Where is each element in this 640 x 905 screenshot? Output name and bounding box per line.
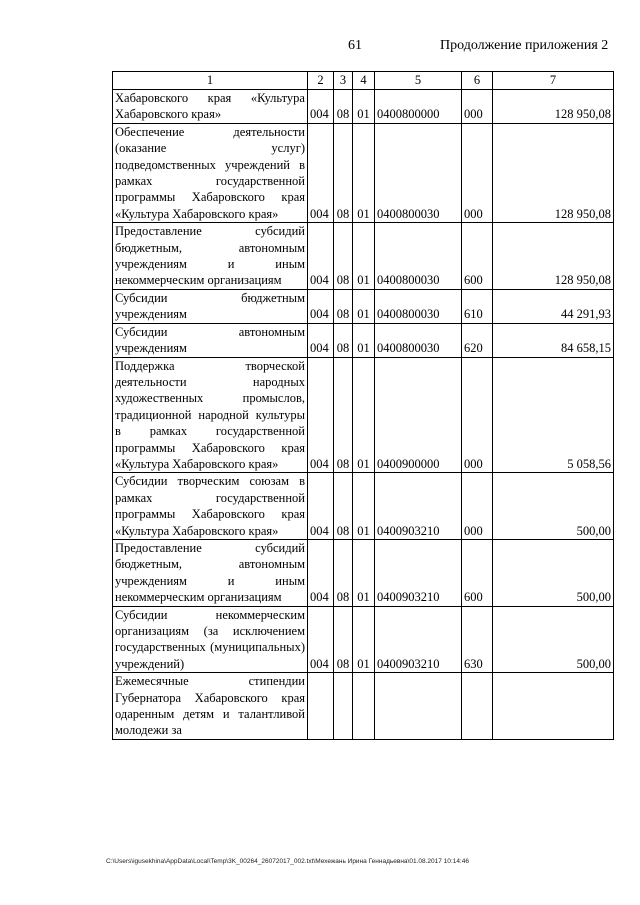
- table-row: [113, 473, 614, 540]
- section-code: 08: [334, 606, 353, 673]
- row-name: Обеспечение деятельности (оказание услуг) подведомственных учреждений в рамках государственной программы Хабаровского края «Культура Хабаровского края»: [113, 123, 308, 222]
- ministry-code: 004: [308, 323, 334, 357]
- subsection-code: [353, 673, 375, 740]
- column-header: 5: [375, 72, 462, 90]
- column-number-row: [113, 72, 614, 90]
- column-header: 2: [308, 72, 334, 90]
- target-article-code: 0400800000: [375, 90, 462, 124]
- section-code: 08: [334, 357, 353, 473]
- subsection-code: 01: [353, 90, 375, 124]
- amount: 84 658,15: [493, 323, 614, 357]
- expense-type-code: 000: [462, 473, 493, 540]
- row-name: Субсидии бюджетным учреждениям: [113, 289, 308, 323]
- table-row: [113, 606, 614, 673]
- expense-type-code: 000: [462, 90, 493, 124]
- table-row: [113, 223, 614, 290]
- ministry-code: 004: [308, 539, 334, 606]
- table-row: [113, 357, 614, 473]
- amount: 128 950,08: [493, 90, 614, 124]
- footer-file-path: C:\Users\igusekhina\AppData\Local\Temp\3K_00264_26072017_002.txt\Мехежань Ирина Геннадьевна\01.08.2017 10:14:46: [106, 858, 469, 865]
- subsection-code: 01: [353, 357, 375, 473]
- expense-type-code: 600: [462, 223, 493, 290]
- amount: 500,00: [493, 539, 614, 606]
- row-name: Предоставление субсидий бюджетным, автономным учреждениям и иным некоммерческим организациям: [113, 223, 308, 290]
- page-number: 61: [348, 38, 362, 53]
- ministry-code: 004: [308, 473, 334, 540]
- expense-type-code: 610: [462, 289, 493, 323]
- table-row: [113, 539, 614, 606]
- subsection-code: 01: [353, 223, 375, 290]
- row-name: Ежемесячные стипендии Губернатора Хабаровского края одаренным детям и талантливой молодежи за: [113, 673, 308, 740]
- ministry-code: 004: [308, 223, 334, 290]
- ministry-code: 004: [308, 289, 334, 323]
- target-article-code: 0400800030: [375, 323, 462, 357]
- column-header: 6: [462, 72, 493, 90]
- subsection-code: 01: [353, 323, 375, 357]
- target-article-code: 0400800030: [375, 289, 462, 323]
- column-header: 1: [113, 72, 308, 90]
- amount: 5 058,56: [493, 357, 614, 473]
- subsection-code: 01: [353, 123, 375, 222]
- ministry-code: 004: [308, 90, 334, 124]
- expense-type-code: 000: [462, 357, 493, 473]
- ministry-code: [308, 673, 334, 740]
- expense-type-code: 620: [462, 323, 493, 357]
- budget-table: [112, 71, 614, 740]
- target-article-code: 0400903210: [375, 539, 462, 606]
- amount: 128 950,08: [493, 123, 614, 222]
- expense-type-code: 600: [462, 539, 493, 606]
- subsection-code: 01: [353, 606, 375, 673]
- amount: 128 950,08: [493, 223, 614, 290]
- continuation-caption: Продолжение приложения 2: [440, 38, 609, 53]
- section-code: 08: [334, 90, 353, 124]
- column-header: 4: [353, 72, 375, 90]
- target-article-code: [375, 673, 462, 740]
- expense-type-code: [462, 673, 493, 740]
- row-name: Субсидии автономным учреждениям: [113, 323, 308, 357]
- table-row: [113, 90, 614, 124]
- target-article-code: 0400800030: [375, 123, 462, 222]
- subsection-code: 01: [353, 473, 375, 540]
- column-header: 3: [334, 72, 353, 90]
- section-code: 08: [334, 323, 353, 357]
- target-article-code: 0400900000: [375, 357, 462, 473]
- amount: [493, 673, 614, 740]
- row-name: Субсидии некоммерческим организациям (за исключением государственных (муниципальных) учреждений): [113, 606, 308, 673]
- expense-type-code: 000: [462, 123, 493, 222]
- table-row: [113, 323, 614, 357]
- section-code: 08: [334, 289, 353, 323]
- amount: 500,00: [493, 473, 614, 540]
- row-name: Предоставление субсидий бюджетным, автономным учреждениям и иным некоммерческим организациям: [113, 539, 308, 606]
- target-article-code: 0400800030: [375, 223, 462, 290]
- subsection-code: 01: [353, 289, 375, 323]
- section-code: 08: [334, 123, 353, 222]
- target-article-code: 0400903210: [375, 473, 462, 540]
- section-code: [334, 673, 353, 740]
- target-article-code: 0400903210: [375, 606, 462, 673]
- row-name: Хабаровского края «Культура Хабаровского края»: [113, 90, 308, 124]
- subsection-code: 01: [353, 539, 375, 606]
- ministry-code: 004: [308, 123, 334, 222]
- column-header: 7: [493, 72, 614, 90]
- section-code: 08: [334, 223, 353, 290]
- table-row: [113, 123, 614, 222]
- ministry-code: 004: [308, 357, 334, 473]
- expense-type-code: 630: [462, 606, 493, 673]
- ministry-code: 004: [308, 606, 334, 673]
- table-row: [113, 289, 614, 323]
- section-code: 08: [334, 539, 353, 606]
- amount: 500,00: [493, 606, 614, 673]
- amount: 44 291,93: [493, 289, 614, 323]
- section-code: 08: [334, 473, 353, 540]
- row-name: Поддержка творческой деятельности народных художественных промыслов, традиционной народной культуры в рамках государственной программы Хабаровского края «Культура Хабаровского края»: [113, 357, 308, 473]
- table-row: [113, 673, 614, 740]
- row-name: Субсидии творческим союзам в рамках государственной программы Хабаровского края «Культура Хабаровского края»: [113, 473, 308, 540]
